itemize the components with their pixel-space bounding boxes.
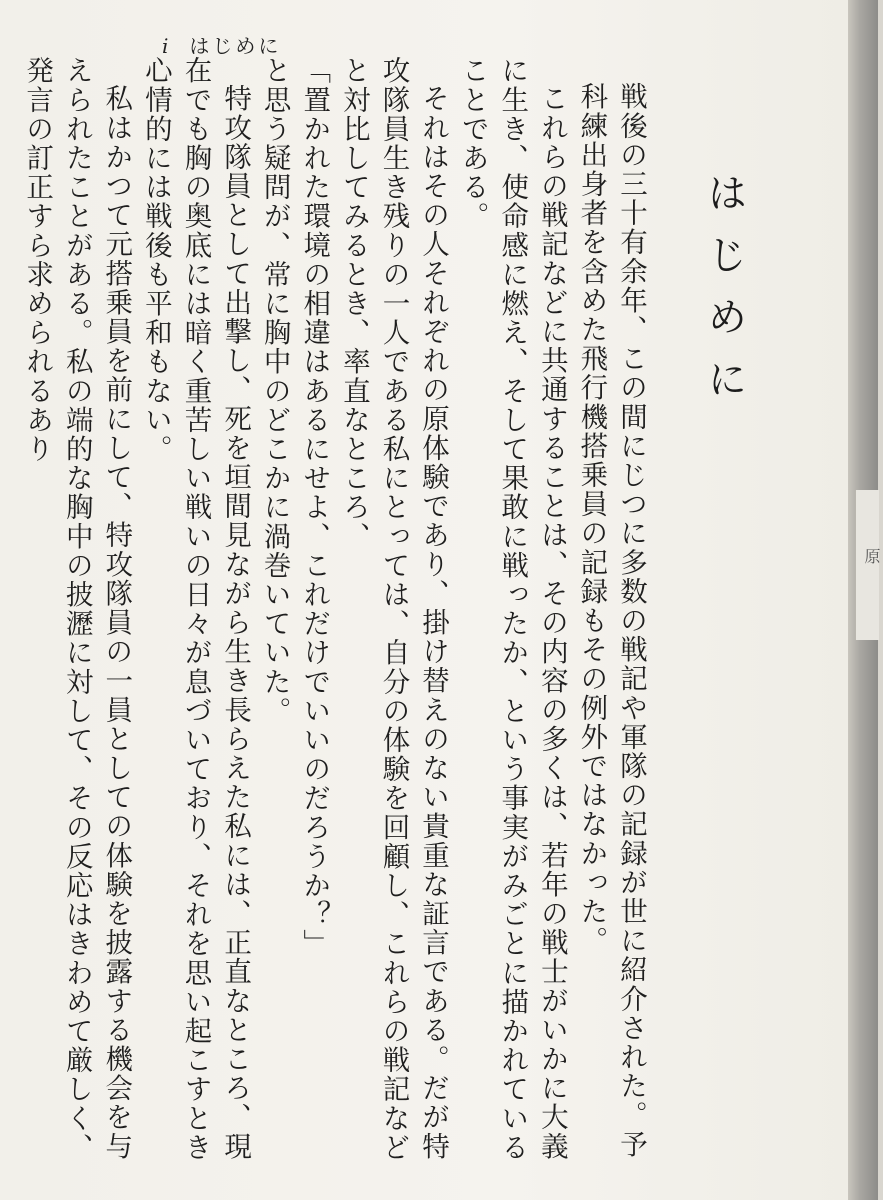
running-header (162, 30, 281, 59)
running-title: はじめに (189, 34, 282, 58)
paragraph-6: 特攻隊員として出撃し、死を垣間見ながら生き長らえた私には、正直なところ、現在でも胸の奥底には暗く重苦しい戦いの日々が息づいており、それを思い起こすとき心情的には戦後も平和もない。 (139, 56, 252, 1162)
paragraph-5: と思う疑問が、常に胸中のどこかに渦巻いていた。 (258, 56, 291, 726)
paragraph-7: 私はかつて元搭乗員を前にして、特攻隊員の一員としての体験を披露する機会を与えられたことがある。私の端的な胸中の披瀝に対して、その反応はきわめて厳しく、発言の訂正すら求められるあり (21, 56, 133, 1162)
paragraph-4-quote: 「置かれた環境の相違はあるにせよ、これだけでいいのだろうか？」 (298, 56, 331, 959)
next-page-edge-tab (855, 490, 879, 640)
page-number: i (162, 34, 172, 58)
edge-tab-character: 原 (862, 548, 881, 564)
paragraph-1: 戦後の三十有余年、この間にじつに多数の戦記や軍隊の記録が世に紹介された。予科練出身者を含めた飛行機搭乗員の記録もその例外ではなかった。 (575, 82, 647, 1159)
paragraph-3: それはその人それぞれの原体験であり、掛け替えのない貴重な証言である。だが特攻隊員生き残りの一人である私にとっては、自分の体験を回顧し、これらの戦記などと対比してみるとき、率直なところ、 (337, 56, 450, 1162)
paragraph-2: これらの戦記などに共通することは、その内容の多くは、若年の戦士がいかに大義に生き、使命感に燃え、そして果敢に戦ったか、という事実がみごとに描かれていることである。 (456, 56, 568, 1162)
body-text (21, 56, 650, 1166)
chapter-title: はじめに (701, 172, 747, 420)
